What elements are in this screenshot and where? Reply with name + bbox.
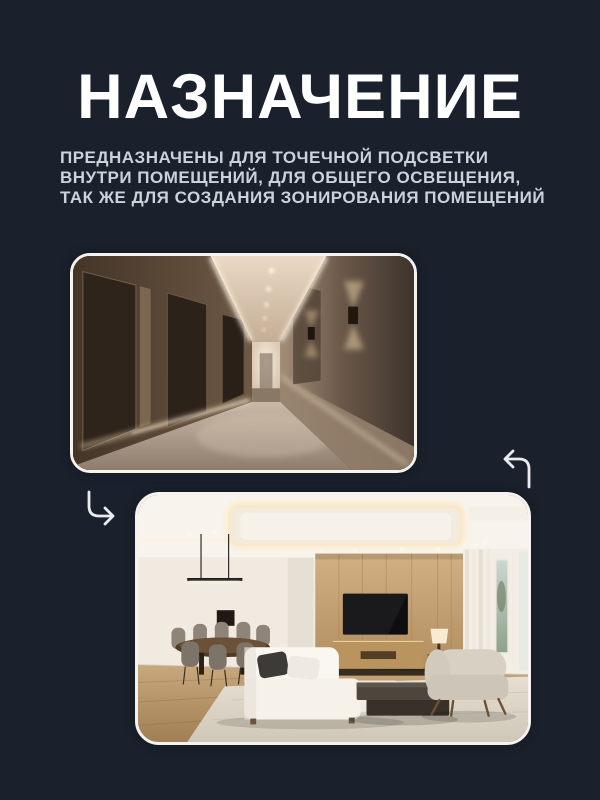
page-title: НАЗНАЧЕНИЕ <box>77 62 523 133</box>
dining-chairs-front <box>181 641 254 669</box>
dark-pillow <box>256 651 289 679</box>
description-text <box>60 148 560 208</box>
corridor-end-wall <box>252 342 280 402</box>
corridor-photo <box>73 256 414 470</box>
living-room-photo-card <box>135 492 531 745</box>
curved-arrow-down-right-icon <box>82 489 120 529</box>
tv-console <box>331 641 426 675</box>
description-line: ПРЕДНАЗНАЧЕНЫ ДЛЯ ТОЧЕЧНОЙ ПОДСВЕТКИ <box>60 148 489 167</box>
pendant-light <box>187 578 242 581</box>
living-room-photo <box>138 495 528 742</box>
curved-arrow-up-left-icon <box>498 446 534 490</box>
living-ceiling <box>138 495 528 557</box>
description-line: ВНУТРИ ПОМЕЩЕНИЙ, ДЛЯ ОБЩЕГО ОСВЕЩЕНИЯ, <box>60 168 521 187</box>
window <box>496 559 509 653</box>
corridor-photo-card <box>70 253 417 473</box>
description-line: ТАК ЖЕ ДЛЯ СОЗДАНИЯ ЗОНИРОВАНИЯ ПОМЕЩЕНИЙ <box>60 188 546 207</box>
